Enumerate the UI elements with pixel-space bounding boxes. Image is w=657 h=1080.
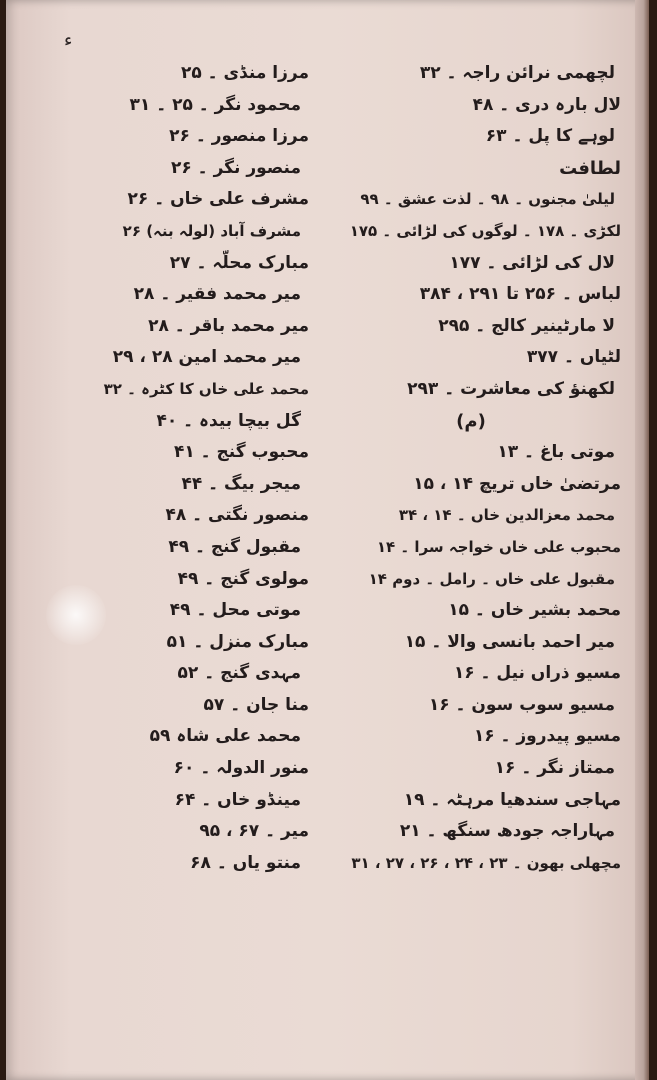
index-entry: لال کی لڑائی ۔ ۱۷۷ [449, 252, 615, 273]
index-entry: محمد معزالدین خاں ۔ ۱۴ ، ۳۴ [398, 506, 615, 525]
index-entry: مقبول گنج ۔ ۴۹ [168, 536, 301, 557]
index-entry: مسیو سوب سون ۔ ۱۶ [428, 694, 615, 715]
index-entry: منور الدولہ ۔ ۶۰ [173, 758, 309, 779]
index-entry: لکھنؤ کی معاشرت ۔ ۲۹۳ [407, 378, 615, 399]
index-entry: محمد بشیر خاں ۔ ۱۵ [448, 600, 621, 621]
index-entry: منا جان ۔ ۵۷ [203, 694, 309, 715]
index-entry: منتو یاں ۔ ۶۸ [190, 852, 301, 873]
index-entry: مبارک منزل ۔ ۵۱ [166, 631, 309, 652]
index-entry: میر ۔ ۶۷ ، ۹۵ [199, 821, 309, 842]
index-entry: میر محمد امین ۲۸ ، ۲۹ [112, 347, 301, 368]
index-entry: لیلیٰ مجنوں ۔ ۹۸ ۔ لذت عشق ۔ ۹۹ [360, 190, 615, 209]
index-entry: لا مارٹینیر کالج ۔ ۲۹۵ [438, 315, 615, 336]
index-entry: مچھلی بھون ۔ ۲۳ ، ۲۴ ، ۲۶ ، ۲۷ ، ۳۱ [351, 853, 621, 872]
index-entry: مہاجی سندھیا مرہٹہ ۔ ۱۹ [403, 789, 621, 810]
index-entry: گل بیچا بیدہ ۔ ۴۰ [156, 410, 301, 431]
index-entry: مولوی گنج ۔ ۴۹ [177, 568, 309, 589]
book-page [6, 0, 649, 1080]
index-entry: لال بارہ دری ۔ ۴۸ [472, 94, 621, 115]
index-entry: لباس ۔ ۲۵۶ تا ۲۹۱ ، ۳۸۴ [419, 284, 621, 305]
index-entry: لوہے کا پل ۔ ۶۳ [485, 126, 615, 147]
index-entry: مہاراجہ جودھ سنگھ ۔ ۲۱ [399, 821, 615, 842]
index-entry: میر محمد فقیر ۔ ۲۸ [133, 284, 301, 305]
index-entry: محبوب گنج ۔ ۴۱ [173, 442, 309, 463]
section-heading: لطافت [559, 157, 621, 179]
index-entry: مقبول علی خاں ۔ رامل ۔ دوم ۱۴ [368, 569, 615, 588]
index-entry: مرزا منصور ۔ ۲۶ [169, 126, 309, 147]
page-edge [635, 0, 649, 1080]
index-entry: محبوب علی خاں خواجہ سرا ۔ ۱۴ [376, 537, 621, 556]
index-column-right [349, 58, 621, 879]
index-entry: میر محمد باقر ۔ ۲۸ [148, 315, 309, 336]
index-entry: مسیو ذراں نیل ۔ ۱۶ [453, 663, 621, 684]
index-entry: مسیو پیدروز ۔ ۱۶ [473, 726, 621, 747]
index-entry: مرتضیٰ خاں تریچ ۱۴ ، ۱۵ [413, 473, 621, 494]
index-entry: لچھمی نرائن راجہ ۔ ۳۲ [419, 63, 615, 83]
index-entry: محمود نگر ۔ ۲۵ ۔ ۳۱ [129, 94, 301, 115]
index-entry: ممتاز نگر ۔ ۱۶ [494, 758, 615, 779]
index-entry: مبارک محلّہ ۔ ۲۷ [169, 252, 309, 273]
index-entry: میر احمد بانسی والا ۔ ۱۵ [404, 631, 615, 652]
index-entry: لکڑی ۔ ۱۷۸ ۔ لوگوں کی لڑائی ۔ ۱۷۵ [349, 221, 621, 240]
index-entry: مہدی گنج ۔ ۵۲ [177, 663, 301, 684]
index-entry: منصور نگر ۔ ۲۶ [171, 157, 301, 178]
index-entry: میجر بیگ ۔ ۴۴ [181, 473, 301, 494]
index-entry: محمد علی خاں کا کٹرہ ۔ ۳۲ [103, 379, 309, 398]
index-entry: مینڈو خاں ۔ ۶۴ [174, 789, 301, 810]
index-entry: مشرف آباد (لولہ بنہ) ۲۶ [122, 221, 301, 240]
index-entry: منصور نگتی ۔ ۴۸ [165, 505, 309, 526]
index-column-left [79, 58, 309, 879]
index-entry: موتی باغ ۔ ۱۳ [497, 442, 615, 463]
index-entry: مرزا منڈی ۔ ۲۵ [180, 63, 309, 83]
section-heading: (م) [456, 410, 486, 432]
index-entry: مشرف علی خاں ۔ ۲۶ [127, 189, 309, 210]
index-entry: موتی محل ۔ ۴۹ [169, 600, 301, 621]
index-entry: محمد علی شاہ ۵۹ [149, 726, 301, 747]
corner-mark: ء [64, 30, 73, 51]
index-entry: لٹیاں ۔ ۳۷۷ [526, 347, 621, 368]
